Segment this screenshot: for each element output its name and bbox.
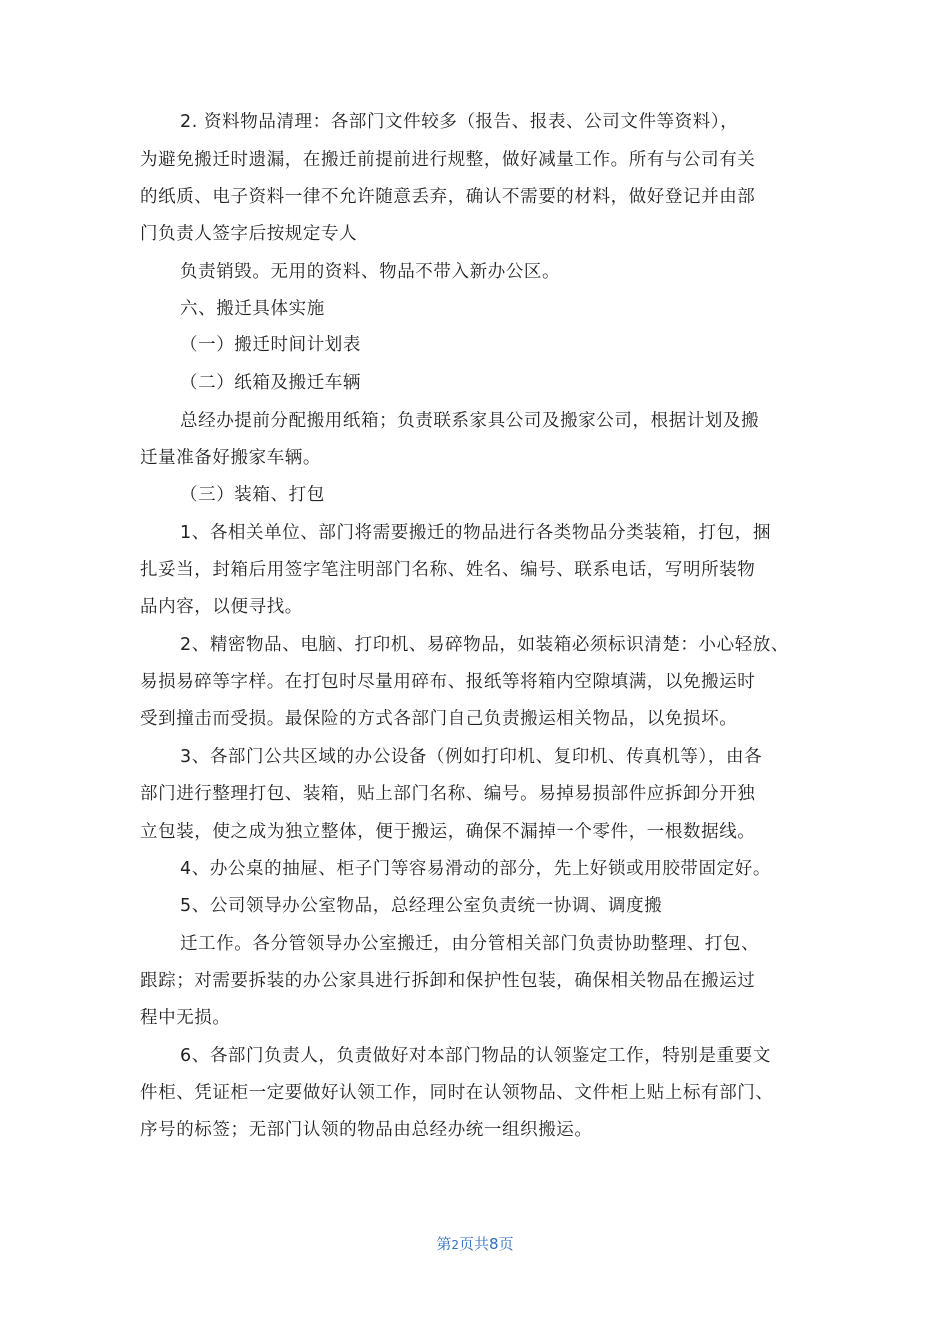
text-line: 立包装，使之成为独立整体，便于搬运，确保不漏掉一个零件，一根数据线。 [140, 822, 756, 842]
footer-total-pages: 8 [489, 1235, 499, 1253]
text-line: （三）装箱、打包 [180, 485, 325, 505]
text-line: 6、各部门负责人，负责做好对本部门物品的认领鉴定工作，特别是重要文 [180, 1046, 771, 1066]
text-line: 易损易碎等字样。在打包时尽量用碎布、报纸等将箱内空隙填满，以免搬运时 [140, 672, 756, 692]
text-line: （二）纸箱及搬迁车辆 [180, 373, 361, 393]
text-line: 序号的标签；无部门认领的物品由总经办统一组织搬运。 [140, 1120, 593, 1140]
footer-suffix: 页 [498, 1235, 514, 1253]
text-line: 六、搬迁具体实施 [180, 299, 325, 319]
text-line: 品内容，以便寻找。 [140, 597, 303, 617]
text-line: 门负责人签字后按规定专人 [140, 224, 358, 244]
footer-page-number: 2 [451, 1238, 460, 1252]
page-footer [0, 1233, 950, 1256]
text-line: 2. 资料物品清理：各部门文件较多（报告、报表、公司文件等资料）， [180, 112, 739, 132]
text-line: 3、各部门公共区域的办公设备（例如打印机、复印机、传真机等），由各 [180, 747, 763, 767]
text-line: 1、各相关单位、部门将需要搬迁的物品进行各类物品分类装箱，打包，捆 [180, 523, 771, 543]
text-line: 扎妥当，封箱后用签字笔注明部门名称、姓名、编号、联系电话，写明所装物 [140, 560, 756, 580]
text-line: 部门进行整理打包、装箱，贴上部门名称、编号。易掉易损部件应拆卸分开独 [140, 784, 756, 804]
text-line: 迁工作。各分管领导办公室搬迁，由分管相关部门负责协助整理、打包、 [180, 934, 760, 954]
text-line: （一）搬迁时间计划表 [180, 335, 361, 355]
text-line: 受到撞击而受损。最保险的方式各部门自己负责搬运相关物品，以免损坏。 [140, 709, 738, 729]
footer-middle: 页共 [459, 1235, 490, 1253]
text-line: 程中无损。 [140, 1008, 231, 1028]
text-line: 跟踪；对需要拆装的办公家具进行拆卸和保护性包装，确保相关物品在搬运过 [140, 971, 756, 991]
text-line: 4、办公桌的抽屉、柜子门等容易滑动的部分，先上好锁或用胶带固定好。 [180, 859, 771, 879]
text-line: 2、精密物品、电脑、打印机、易碎物品，如装箱必须标识清楚：小心轻放、 [180, 635, 790, 655]
text-line: 为避免搬迁时遗漏，在搬迁前提前进行规整，做好减量工作。所有与公司有关 [140, 150, 756, 170]
text-line: 负责销毁。无用的资料、物品不带入新办公区。 [180, 262, 561, 282]
text-line: 迁量准备好搬家车辆。 [140, 448, 321, 468]
text-line: 件柜、凭证柜一定要做好认领工作，同时在认领物品、文件柜上贴上标有部门、 [140, 1083, 774, 1103]
text-line: 的纸质、电子资料一律不允许随意丢弃，确认不需要的材料，做好登记并由部 [140, 187, 756, 207]
text-line: 总经办提前分配搬用纸箱；负责联系家具公司及搬家公司，根据计划及搬 [180, 411, 760, 431]
text-line: 5、公司领导办公室物品，总经理公室负责统一协调、调度搬 [180, 896, 663, 916]
footer-prefix: 第 [436, 1235, 452, 1253]
